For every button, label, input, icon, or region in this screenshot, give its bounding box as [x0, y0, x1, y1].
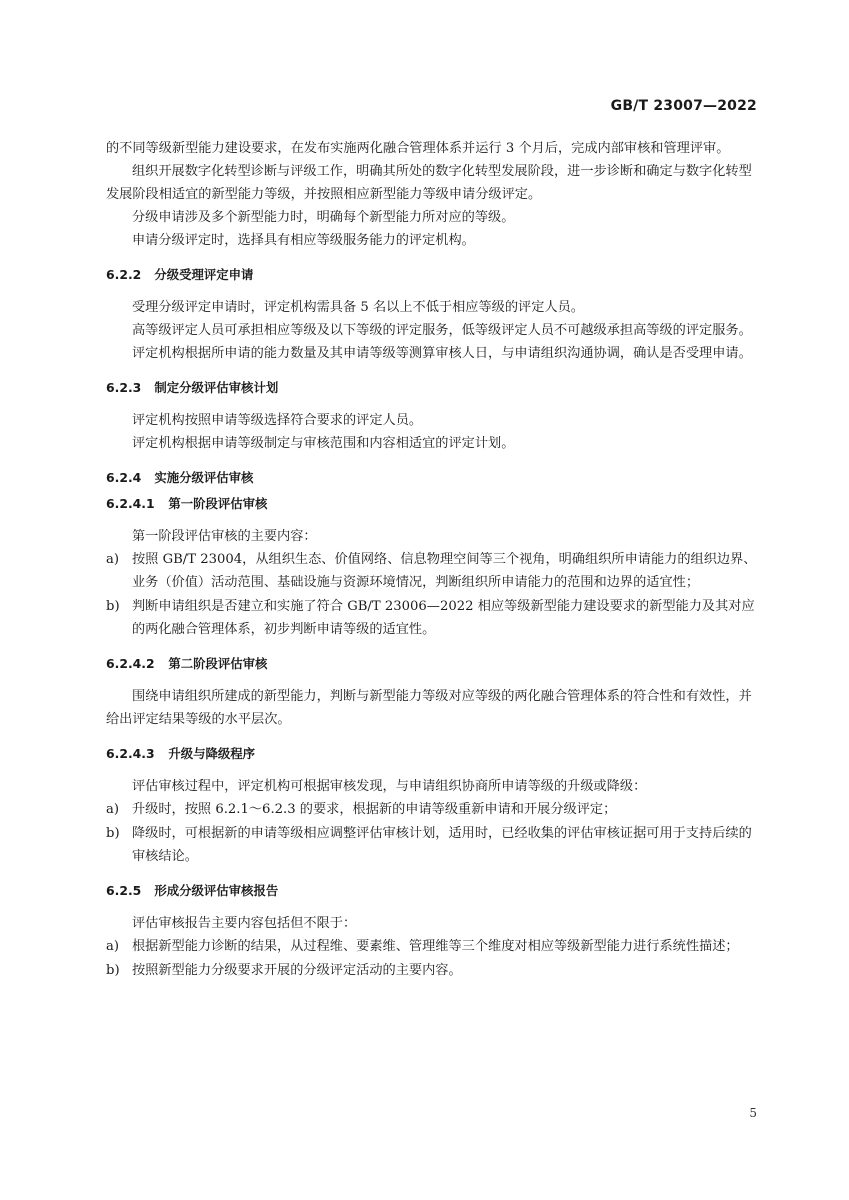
paragraph: 评估审核报告主要内容包括但不限于： — [132, 916, 357, 931]
list-item — [106, 822, 758, 868]
section-title: 分级受理评定申请 — [154, 267, 254, 282]
section-heading-6-2-3 — [106, 378, 758, 398]
paragraph: 评估审核过程中，评定机构可根据审核发现，与申请组织协商所申请等级的升级或降级： — [132, 779, 647, 794]
paragraph: 评定机构按照申请等级选择符合要求的评定人员。 — [132, 413, 423, 428]
standard-code: GB/T 23007—2022 — [610, 98, 757, 114]
section-number: 6.2.4.1 — [106, 496, 155, 511]
section-title: 实施分级评估审核 — [154, 470, 254, 485]
list-item-text: 判断申请组织是否建立和实施了符合 GB/T 23006—2022 相应等级新型能力建设要求的新型能力及其对应的两化融合管理体系，初步判断申请等级的适宜性。 — [132, 599, 755, 637]
list-item-text: 升级时，按照 6.2.1～6.2.3 的要求，根据新的申请等级重新申请和开展分级评定； — [132, 802, 617, 817]
list-item — [106, 548, 758, 594]
paragraph: 申请分级评定时，选择具有相应等级服务能力的评定机构。 — [132, 233, 475, 248]
section-number: 6.2.2 — [106, 267, 142, 282]
section-heading-6-2-5 — [106, 881, 758, 901]
section-number: 6.2.3 — [106, 380, 142, 395]
section-title: 升级与降级程序 — [168, 746, 256, 761]
list-item-text: 降级时，可根据新的申请等级相应调整评估审核计划，适用时，已经收集的评估审核证据可用于支持后续的审核结论。 — [132, 826, 752, 864]
section-heading-6-2-4 — [106, 468, 758, 488]
section-heading-6-2-4-1 — [106, 494, 758, 514]
list-marker: a) — [106, 552, 120, 567]
section-number: 6.2.5 — [106, 883, 142, 898]
paragraph: 分级申请涉及多个新型能力时，明确每个新型能力所对应的等级。 — [132, 210, 515, 225]
list-item — [106, 959, 758, 982]
section-heading-6-2-2 — [106, 265, 758, 285]
list-item — [106, 595, 758, 641]
paragraph: 的不同等级新型能力建设要求，在发布实施两化融合管理体系并运行 3 个月后，完成内部审核和管理评审。 — [106, 141, 730, 156]
paragraph: 围绕申请组织所建成的新型能力，判断与新型能力等级对应等级的两化融合管理体系的符合性和有效性，并给出评定结果等级的水平层次。 — [106, 689, 752, 727]
section-number: 6.2.4.3 — [106, 746, 155, 761]
section-heading-6-2-4-3 — [106, 744, 758, 764]
paragraph: 受理分级评定申请时，评定机构需具备 5 名以上不低于相应等级的评定人员。 — [132, 300, 584, 315]
list-marker: a) — [106, 802, 120, 817]
list-item-text: 按照新型能力分级要求开展的分级评定活动的主要内容。 — [132, 963, 462, 978]
list-item — [106, 798, 758, 821]
document-body — [106, 137, 758, 983]
section-heading-6-2-4-2 — [106, 654, 758, 674]
page-number: 5 — [749, 1106, 757, 1120]
list-item-text: 根据新型能力诊断的结果，从过程维、要素维、管理维等三个维度对相应等级新型能力进行系统性描述； — [132, 939, 739, 954]
paragraph: 高等级评定人员可承担相应等级及以下等级的评定服务，低等级评定人员不可越级承担高等级的评定服务。 — [132, 323, 752, 338]
list-item — [106, 935, 758, 958]
list-marker: b) — [106, 963, 120, 978]
section-title: 第二阶段评估审核 — [168, 656, 268, 671]
paragraph: 评定机构根据所申请的能力数量及其申请等级等测算审核人日，与申请组织沟通协调，确认是否受理申请。 — [132, 346, 752, 361]
section-number: 6.2.4.2 — [106, 656, 155, 671]
list-item-text: 按照 GB/T 23004，从组织生态、价值网络、信息物理空间等三个视角，明确组织所申请能力的组织边界、业务（价值）活动范围、基础设施与资源环境情况，判断组织所申请能力的范围和边界的适宜性； — [132, 552, 757, 590]
list-marker: b) — [106, 826, 120, 841]
list-marker: b) — [106, 599, 120, 614]
section-number: 6.2.4 — [106, 470, 142, 485]
section-title: 第一阶段评估审核 — [168, 496, 268, 511]
section-title: 制定分级评估审核计划 — [154, 380, 279, 395]
paragraph: 第一阶段评估审核的主要内容： — [132, 529, 317, 544]
section-title: 形成分级评估审核报告 — [154, 883, 279, 898]
paragraph: 组织开展数字化转型诊断与评级工作，明确其所处的数字化转型发展阶段，进一步诊断和确定与数字化转型发展阶段相适宜的新型能力等级，并按照相应新型能力等级申请分级评定。 — [106, 164, 752, 202]
paragraph: 评定机构根据申请等级制定与审核范围和内容相适宜的评定计划。 — [132, 436, 515, 451]
list-marker: a) — [106, 939, 120, 954]
